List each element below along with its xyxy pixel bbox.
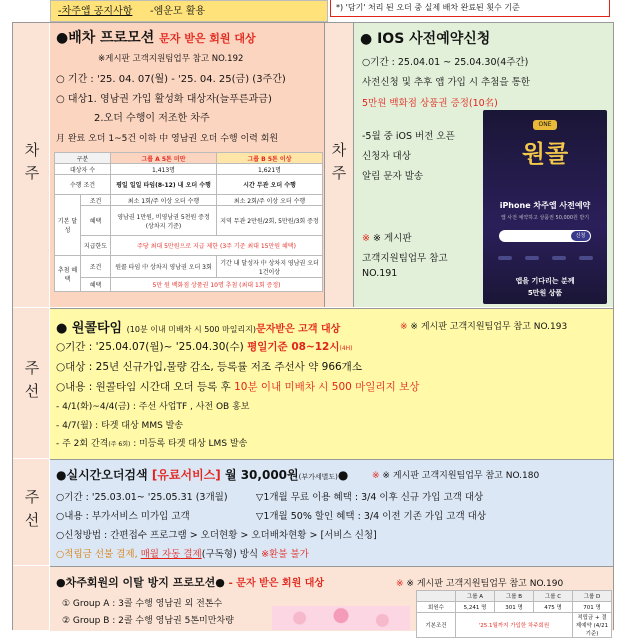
onecall-title: ● 원콜타임 (10분 이내 미배차 시 500 마일리지)문자받은 고객 대상 [56,321,341,336]
realtime-payment: ○적립금 선불 결제, 매월 자동 결제(구독형) 방식 ※환불 불가 [56,549,309,560]
ios-prize: 5만원 백화점 상품권 증정(10名) [362,98,498,109]
realtime-title: ●실시간오더검색 [유료서비스] 월 30,000원(부가세별도)● [56,468,349,482]
ios-title: ● IOS 사전예약신청 [360,31,491,47]
ios-ref2: 고객지원팀업무 참고 [362,253,448,264]
realtime-ref: ※ ※ 게시판 고객지원팀업무 참고 NO.180 [372,471,540,481]
dispatch-title: ●배차 프로모션 문자 받은 회원 대상 [56,30,256,46]
top-right-note: *) '담기' 처리 된 오더 중 실제 배차 완료된 횟수 기준 [336,3,520,12]
promo-dot-icon [498,256,512,260]
promo-apply-button[interactable]: 신청 [571,231,590,241]
ios-desc: 사전신청 및 추후 앱 가입 시 추첨을 통한 [362,77,530,88]
onecall-ref: ※ ※ 게시판 고객지원팀업무 참고 NO.193 [400,322,568,332]
ios-line2: 신청자 대상 [362,151,411,162]
promo-dot-icon [579,256,593,260]
ios-promo-image [483,110,607,304]
ios-ref1: ※ ※ 게시판 [362,233,412,244]
onecall-content: ○내용 : 원콜타임 시간대 오더 등록 후 10분 이내 미배차 시 500 마일리지 보상 [56,381,420,393]
realtime-period: ○기간 : '25.03.01~ '25.05.31 (3개월) [56,492,228,503]
dispatch-target1: ○ 대상1. 영남권 가입 활성화 대상자(늘푸른과금) [56,94,272,105]
dispatch-note: 月 완료 오더 1~5건 이하 中 영남권 오더 수행 이력 회원 [56,134,279,144]
ios-period: ○기간 : 25.04.01 ~ 25.04.30(4주간) [362,57,529,68]
dispatch-target2: 2.오더 수행이 저조한 차주 [94,113,210,124]
promo-dot-icon [525,256,539,260]
realtime-method: ○신청방법 : 간편접수 프로그램 > 오더현황 > 오더배차현황 > [서비스 신청] [56,530,377,541]
realtime-content: ○내용 : 부가서비스 미가입 고객 [56,511,190,522]
onecall-line3: - 주 2회 간격(주 6회) : 미등록 타겟 대상 LMS 발송 [56,439,248,449]
realtime-benefit2: ▽1개월 50% 할인 혜택 : 3/4 이전 기존 가입 고객 대상 [256,511,486,522]
realtime-benefit1: ▽1개월 무료 이용 혜택 : 3/4 이후 신규 가입 고객 대상 [256,492,484,503]
onecall-period: ○기간 : '25.04.07(월)~ '25.04.30(수) 평일기준 08~12시(4H) [56,341,353,353]
category-jusun-2: 주선 [22,489,41,535]
category-jusun-1: 주선 [22,360,41,406]
ios-line3: 알림 문자 발송 [362,171,424,182]
onecall-line1: - 4/1(화)~4/4(금) : 주선 사업TF , 사전 OB 홍보 [56,402,250,412]
churn-title: ●차주회원의 이탈 방지 프로모션● - 문자 받은 회원 대상 [56,576,325,589]
promo-footer2: 5만원 상품 [527,289,563,297]
promo-logo: 원콜 [521,140,569,168]
churn-group-b: ② Group B : 2콜 수행 영남권 5톤미만차량 [62,616,234,626]
category-chaju-2: 차주 [329,142,348,188]
category-chaju: 차주 [22,142,41,188]
top-left-note: -차주앱 공지사항 [58,6,133,17]
dispatch-table: 구분 그룹 A 5톤 미만 그룹 B 5톤 이상 대상자 수 1,413명 1,621명 수행 조건 평일 일일 타임(8-12) 내 오더 수행 시간 무관 오더 수행 기본 달성 조건 최소 1회/주 이상 오더 수행 최소 2회/주 이상 오더 수행 혜택 영남권 1만원, 비영남권 5천원 증정 (상차지 기준) 지역 무관 2만원/2회, 5만원/3회 증정 지급한도 주당 최대 5만원으로 지급 제한 (3주 기준 최대 15만원 혜택) 추첨 혜택 조건 원콜 타임 中 상차지 영남권 오더 3회 기간 내 달성자 中 상차지 영남권 오더 1건이상 혜택 5만 원 백화점 상품권 10명 추첨 (최대 1회 증정) [54,152,322,292]
churn-group-a: ① Group A : 3콜 수행 영남권 외 전톤수 [62,599,223,609]
churn-blossom-image [272,606,410,630]
promo-headline: iPhone 차주앱 사전예약 [499,201,591,210]
dispatch-period: ○ 기간 : '25. 04. 07(월) - '25. 04. 25(금) (3주간) [56,74,286,85]
churn-table: 그룹 A 그룹 B 그룹 C 그룹 D 회원수 5,241 명 301 명 475 명 701 명 기본조건 '25.1월까지 가입한 차주회원 적립금 + 결제예약 (4/21 기준) [416,590,612,638]
top-strip [0,0,628,22]
promo-badge: ONE [533,120,557,130]
ios-line1: -5월 중 iOS 버전 오픈 [362,131,455,142]
top-left-note2: -엠운모 활용 [150,6,206,17]
promo-dot-icon [552,256,566,260]
promo-sub: 앱 사전 예약하고 상품권 50,000원 받기 [500,215,590,221]
onecall-line2: - 4/7(월) : 타겟 대상 MMS 발송 [56,421,184,431]
churn-ref: ※ ※ 게시판 고객지원팀업무 참고 NO.190 [396,579,564,589]
ios-ref3: NO.191 [362,268,398,279]
promo-footer1: 앱을 기다리는 분께 [515,277,575,285]
dispatch-ref: ※게시판 고객지원팀업무 참고 NO.192 [98,54,244,64]
onecall-target: ○대상 : 25년 신규가입,물량 감소, 등록률 저조 주선사 약 966개소 [56,361,362,373]
